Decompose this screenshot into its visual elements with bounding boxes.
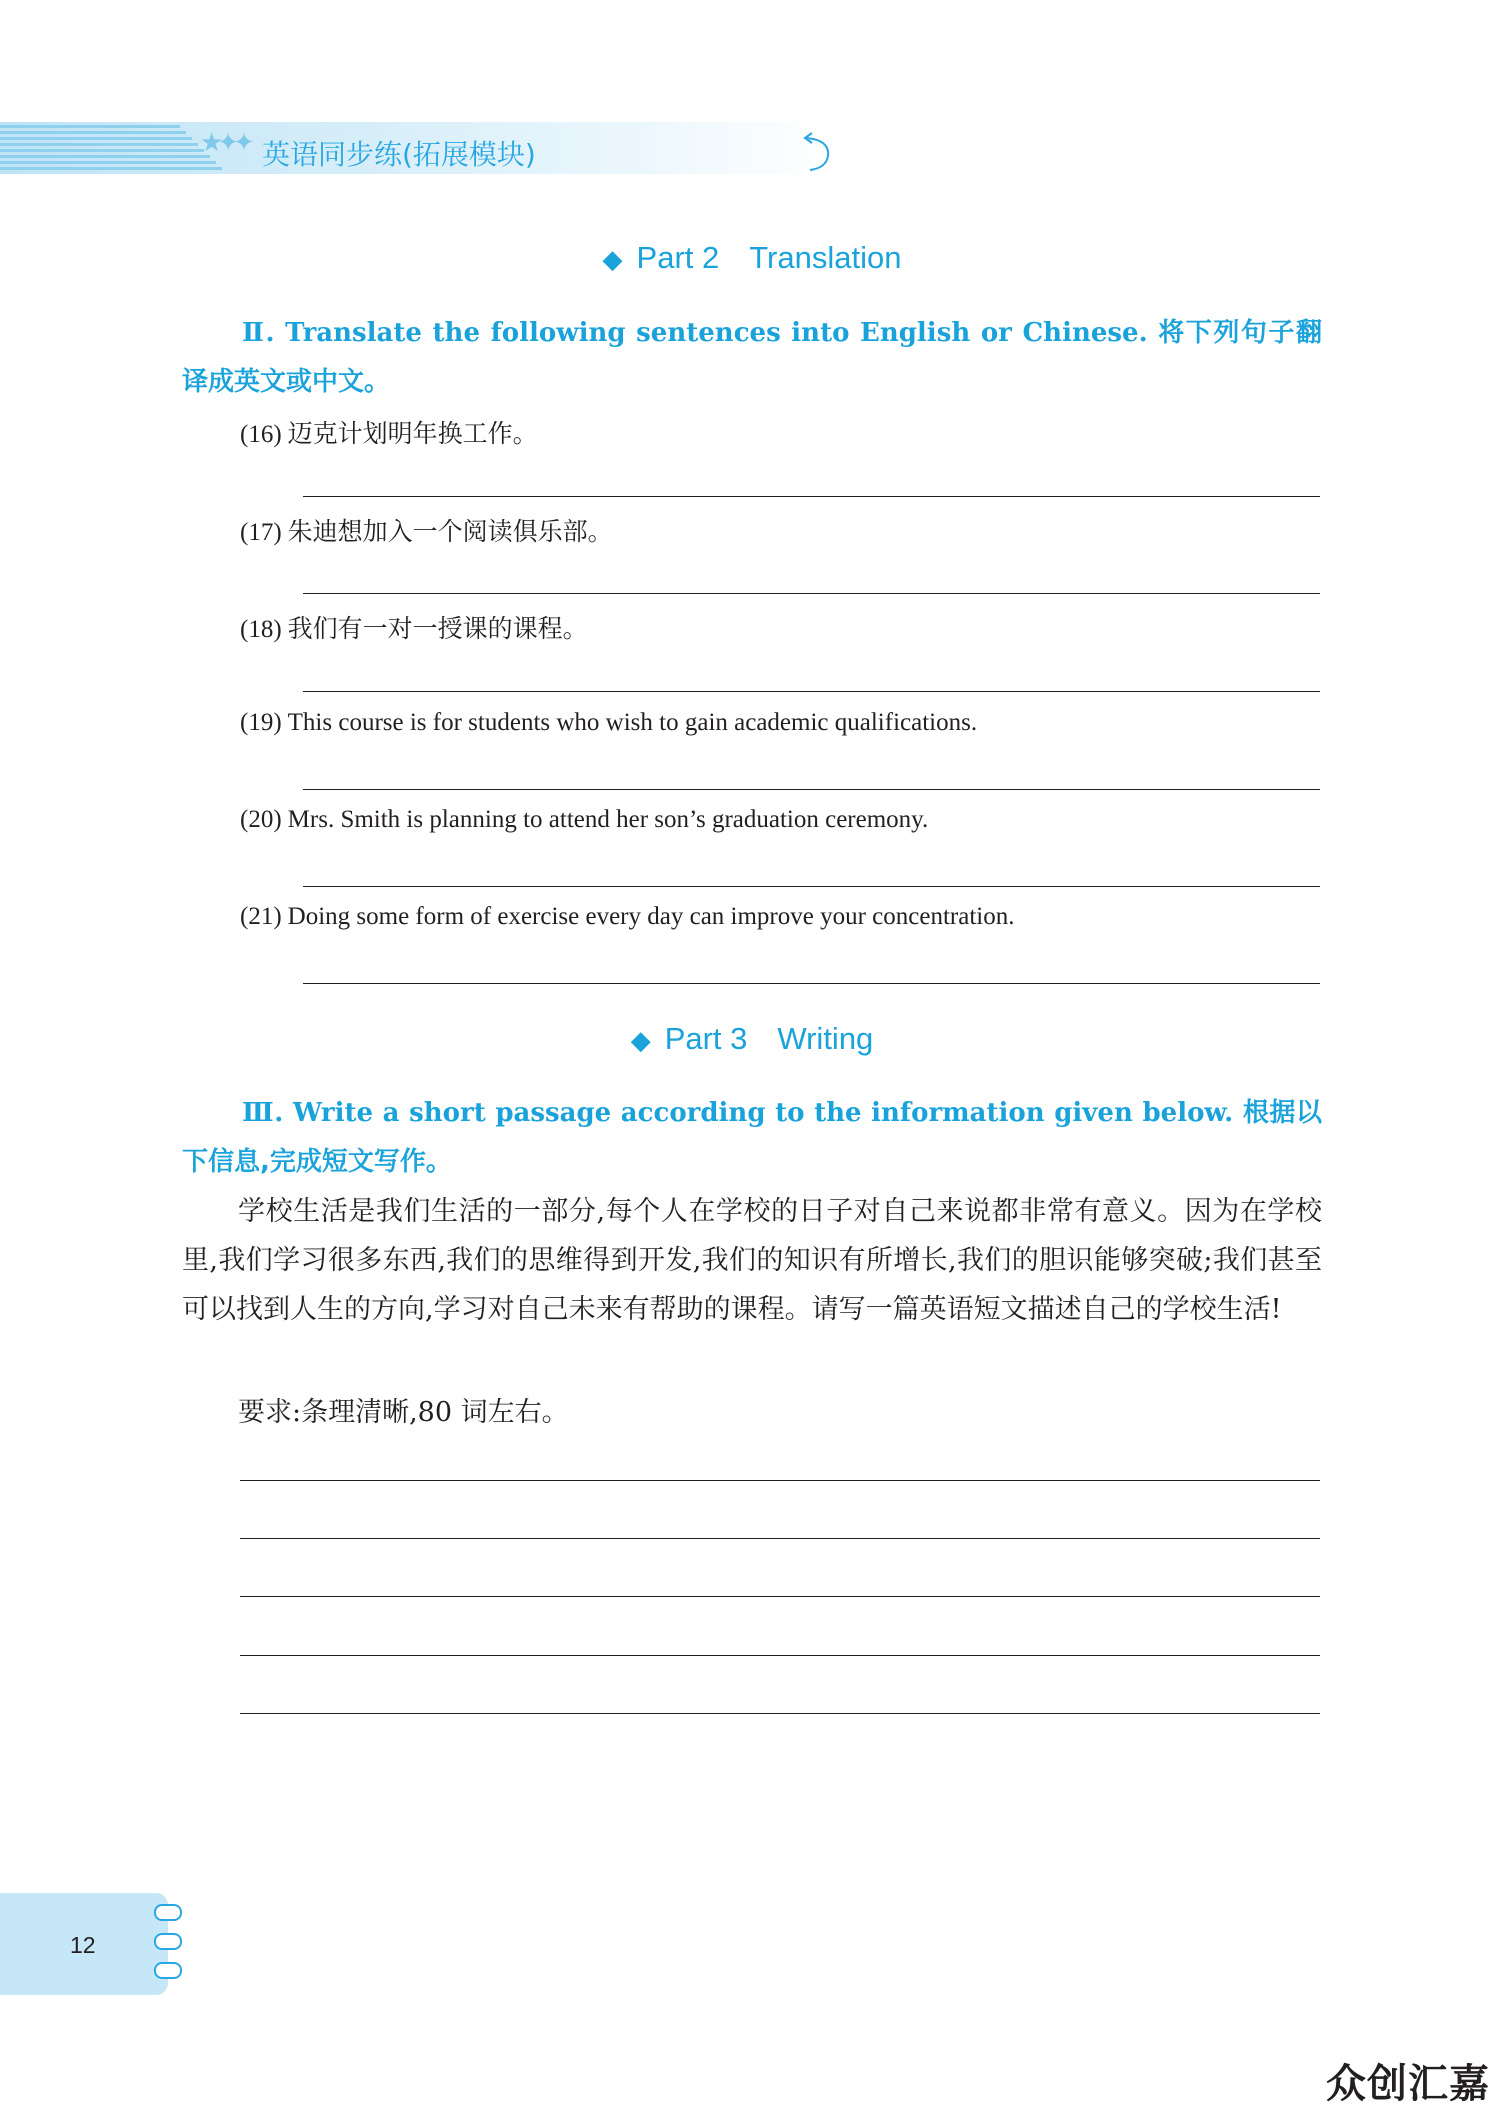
translation-item-20: (20) Mrs. Smith is planning to attend her son’s graduation ceremony. [240,806,929,833]
page-number: 12 [70,1932,96,1958]
header-stripes [0,125,200,171]
writing-line[interactable] [240,1655,1320,1656]
translation-item-16: (16) 迈克计划明年换工作。 [240,421,538,448]
part3-instruction [182,1089,1322,1187]
part3-instruction-en: Ⅲ. Write a short passage according to the information given below. [242,1098,1234,1128]
translation-item-17: (17) 朱迪想加入一个阅读俱乐部。 [240,519,613,546]
writing-prompt: 学校生活是我们生活的一部分,每个人在学校的日子对自己来说都非常有意义。因为在学校里,我们学习很多东西,我们的思维得到开发,我们的知识有所增长,我们的胆识能够突破;我们甚至可以找到人生的方向,学习对自己未来有帮助的课程。请写一篇英语短文描述自己的学校生活! [182,1196,1322,1325]
writing-line[interactable] [240,1480,1320,1481]
translation-item-19: (19) This course is for students who wish to gain academic qualifications. [240,709,978,736]
answer-line-21[interactable] [303,983,1320,984]
part2-label: Part 2 [636,240,720,275]
binder-rings-icon [154,1904,182,1991]
part2-instruction-cn: 将下列句子翻译成英文或中文。 [182,318,1322,397]
writing-line[interactable] [240,1538,1320,1539]
book-title: 英语同步练(拓展模块) [262,138,536,171]
writing-line[interactable] [240,1596,1320,1597]
part3-title: Writing [777,1021,874,1056]
answer-line-17[interactable] [303,593,1320,594]
curved-arrow-icon [800,130,834,174]
part2-title: Translation [749,240,902,275]
writing-requirement: 要求:条理清晰,80 词左右。 [238,1397,569,1428]
answer-line-18[interactable] [303,691,1320,692]
part2-instruction-en: Ⅱ. Translate the following sentences into English or Chinese. [242,318,1148,348]
answer-line-19[interactable] [303,789,1320,790]
translation-item-18: (18) 我们有一对一授课的课程。 [240,616,588,643]
part2-heading [0,240,1504,276]
watermark: 众创汇嘉 [1326,2061,1490,2107]
part3-heading [0,1021,1504,1057]
writing-line[interactable] [240,1713,1320,1714]
part2-instruction [182,309,1322,407]
answer-line-16[interactable] [303,496,1320,497]
diamond-icon: ◆ [630,1025,651,1055]
translation-item-21: (21) Doing some form of exercise every day can improve your concentration. [240,903,1015,930]
part3-instruction-cn: 根据以下信息,完成短文写作。 [182,1098,1322,1177]
stars-icon: ★✦✦ [200,128,249,158]
diamond-icon: ◆ [602,244,623,274]
part3-label: Part 3 [664,1021,748,1056]
answer-line-20[interactable] [303,886,1320,887]
